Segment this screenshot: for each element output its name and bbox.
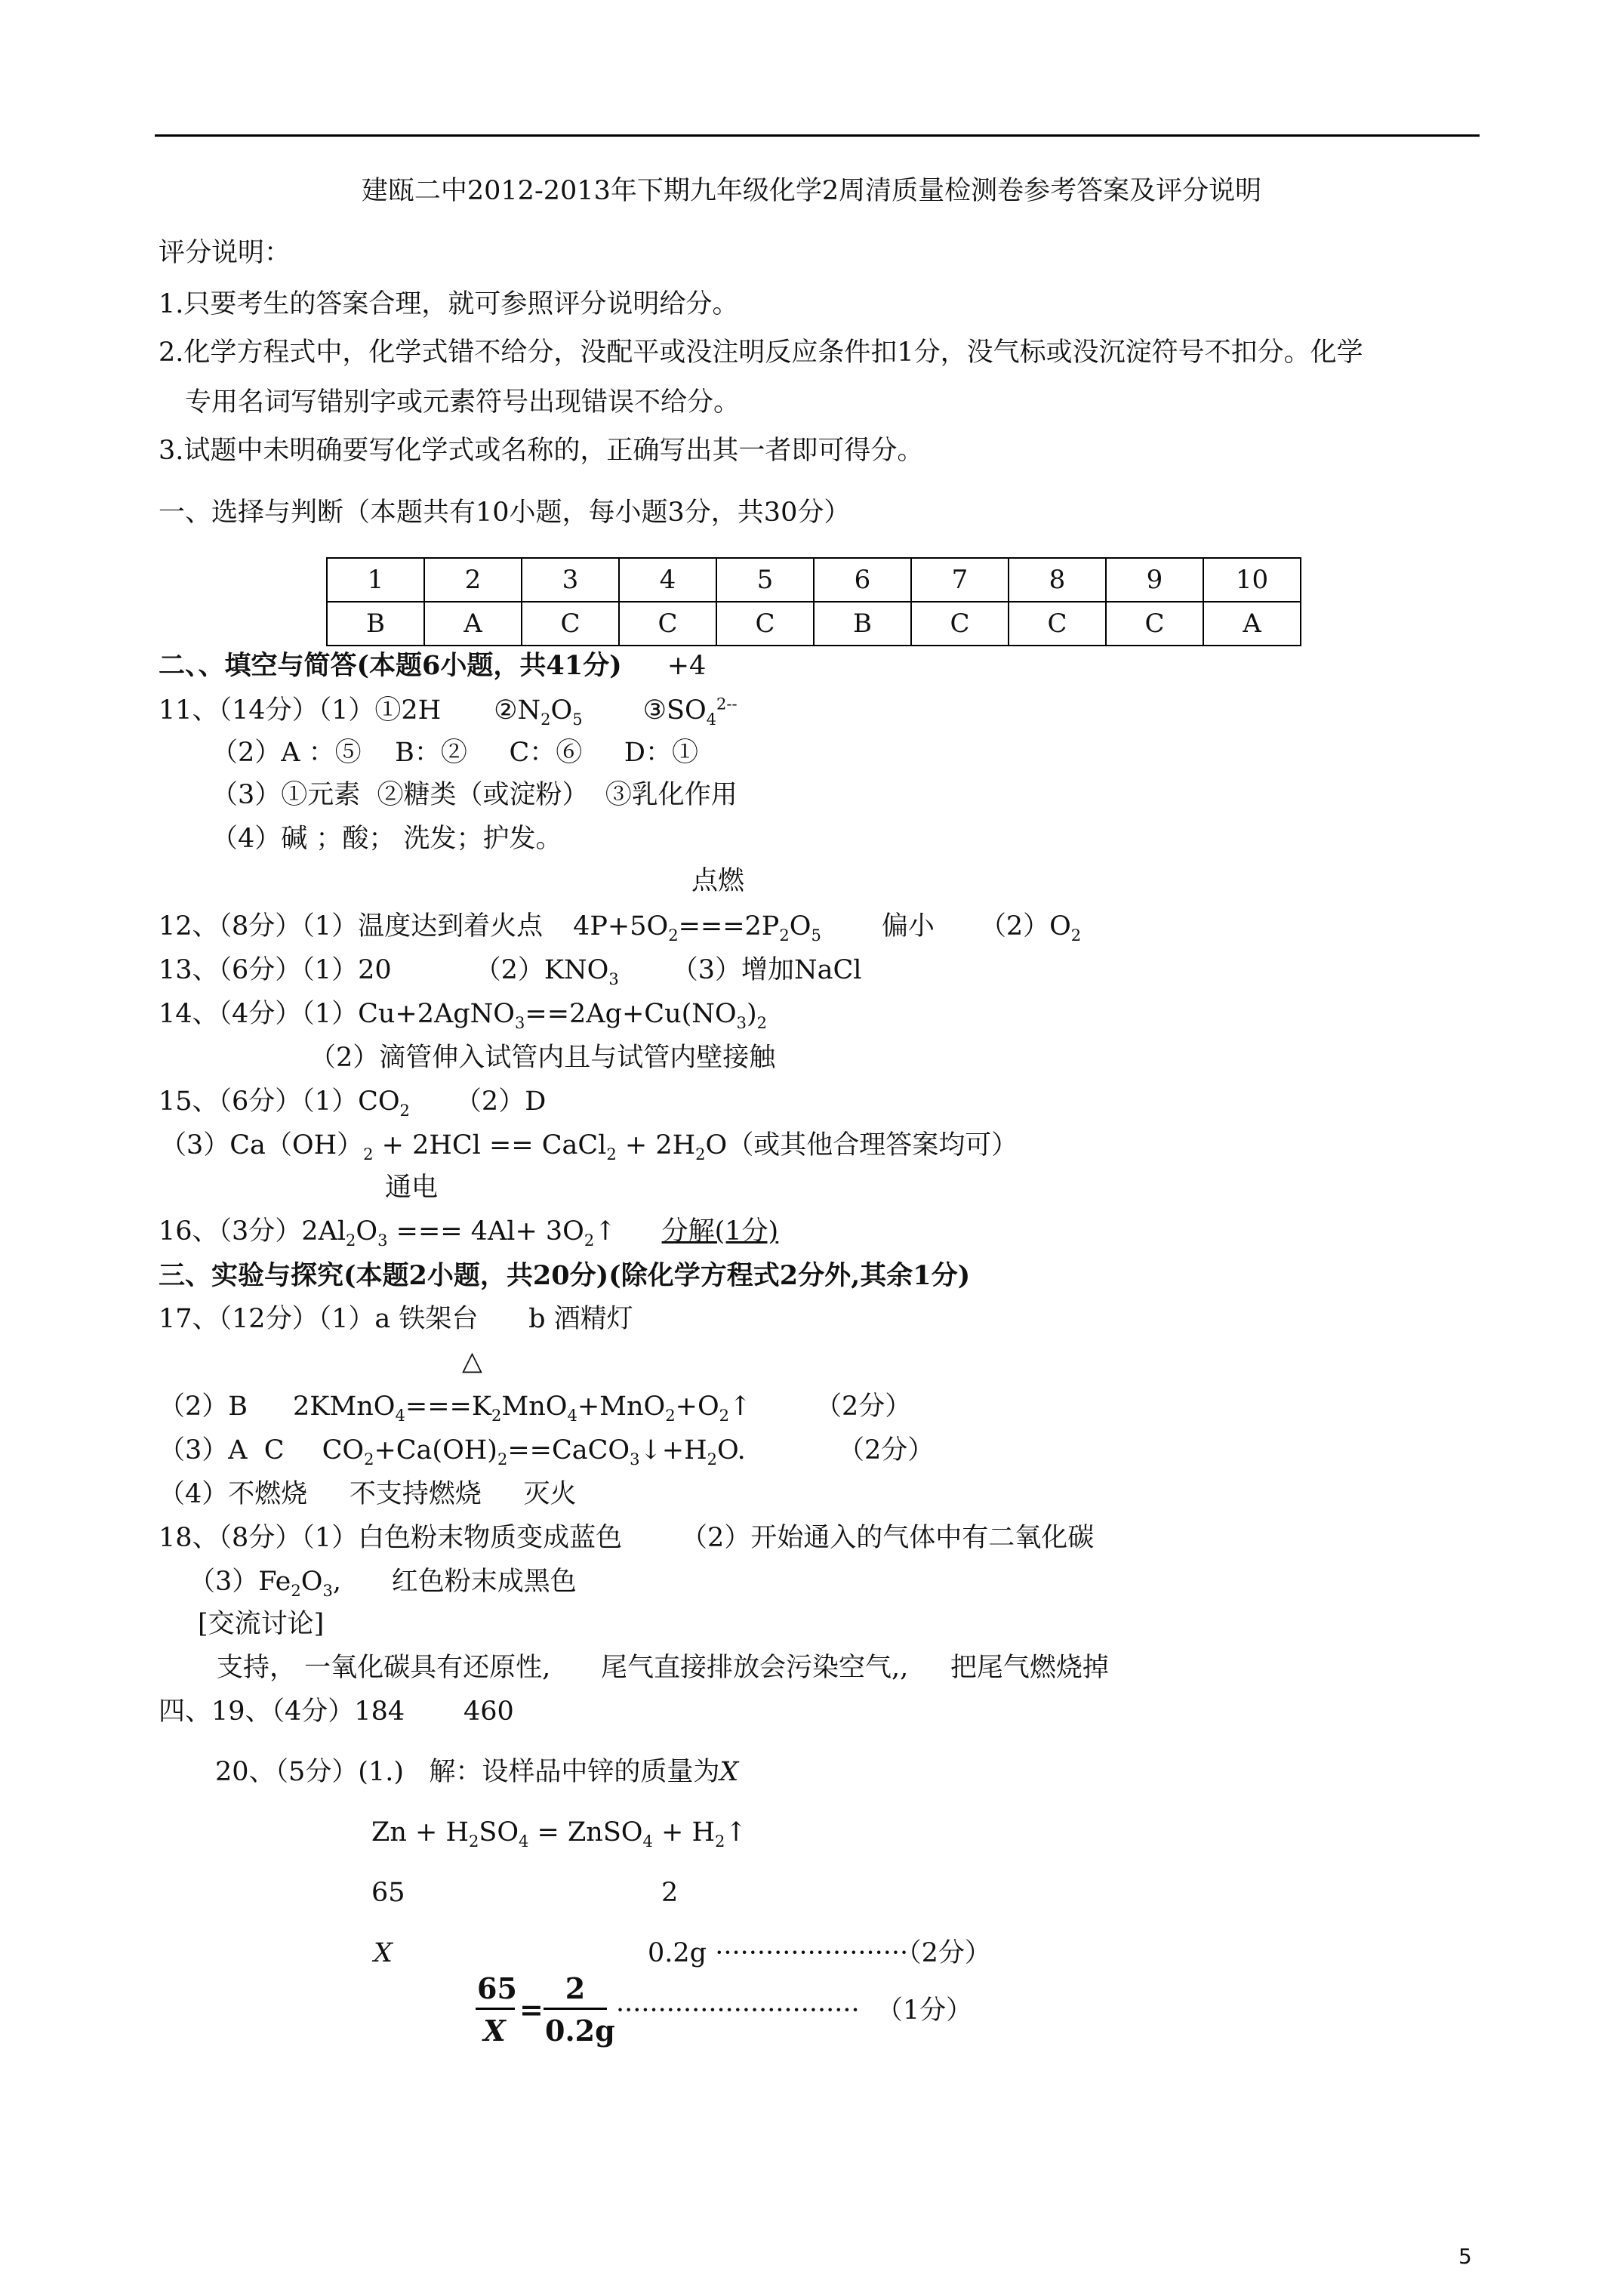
q17-line3: （3）A C $CO_2+Ca(OH)_2==CaCO_3↓+H_2O$. [159,1435,746,1469]
scoring-rule-1: 1.只要考生的答案合理，就可参照评分说明给分。 [159,289,739,319]
table-cell: C [619,602,716,646]
q11-line1: 11、（14分）（1）①2H $②N_2O_5$ $③SO_4^{2--}$ [159,695,738,729]
frac-denominator-2: 0.2g [545,2014,615,2048]
frac-numerator-1: 65 [477,1971,517,2005]
q20-equation: $Zn + H_2SO_4$ = ZnSO$_4$ + $H_2↑$ [371,1817,747,1851]
table-cell: A [1203,602,1301,646]
frac-bar-2 [544,2008,607,2010]
q17-line2: （2）B $2KMnO_4===K_2MnO_4+MnO_2+O_2↑$ [159,1391,752,1425]
frac-bar-1 [476,2008,515,2010]
answer-table-numbers [327,558,1301,602]
table-cell: A [424,602,522,646]
scoring-rule-2a: 2.化学方程式中，化学式错不给分，没配平或没注明反应条件扣1分，没气标或没沉淀符号不扣分。化学 [159,337,1363,368]
q17-score-2: （2分） [838,1435,935,1465]
q12-condition: 点燃 [691,866,745,896]
answer-table [326,557,1301,646]
q19-line: 四、19、（4分）184 460 [159,1697,514,1727]
top-rule [155,134,1480,137]
section2-heading: 二、、填空与简答(本题6小题，共41分) +4 [159,650,707,681]
frac-numerator-2: 2 [565,1971,586,2005]
table-cell: B [327,602,424,646]
table-cell: 4 [619,558,716,602]
frac-dots: ····························· （1分） [616,1996,973,2026]
q16-line: 16、（3分）$2Al_2O_3$ === $4Al+ 3O_2↑$ 分解(1分) [159,1216,779,1250]
q15-line2: $(3)Ca(OH)_2 + 2HCl$ == CaCl$_2$ + $2H_2O$（或其他合理答案均可） [160,1130,1018,1163]
table-cell: 7 [911,558,1009,602]
scoring-heading: 评分说明： [159,238,291,268]
section3-heading: 三、实验与探究(本题2小题，共20分)(除化学方程式2分外,其余1分) [159,1260,971,1291]
q14-line2: （2）滴管伸入试管内且与试管内壁接触 [310,1043,776,1073]
q11-line3: （3）①元素 ②糖类（或淀粉） ③乳化作用 [211,780,738,810]
page-number: 5 [1458,2244,1472,2269]
q20-line1: 20、（5分）(1.) 解：设样品中锌的质量为X [215,1757,739,1787]
table-cell: 9 [1106,558,1203,602]
table-cell: C [1106,602,1203,646]
q15-line1: 15、（6分）$(1)CO_2$ （2）D [159,1086,547,1120]
scoring-rule-2b: 专用名词写错别字或元素符号出现错误不给分。 [185,387,741,418]
q12-line: 12、（8分）（1）温度达到着火点 $4P+5O_2===2P_2O_5$ 偏小 $(2)O_2$ [159,911,1082,945]
table-cell: C [522,602,619,646]
q20-x: X [374,1938,393,1968]
q18-line2: $(3)Fe_2O_3$, 红色粉末成黑色 [189,1567,577,1600]
q18-line1: 18、（8分）（1）白色粉末物质变成蓝色 （2）开始通入的气体中有二氧化碳 [159,1523,1095,1553]
table-cell: 10 [1203,558,1301,602]
table-cell: B [814,602,911,646]
page-title: 建瓯二中2012-2013年下期九年级化学2周清质量检测卷参考答案及评分说明 [361,176,1262,206]
q11-line2: （2）A ：⑤ B：② C：⑥ D：① [211,738,698,768]
q18-discussion: [交流讨论] [198,1609,325,1639]
table-cell: 8 [1009,558,1106,602]
q18-line3: 支持， 一氧化碳具有还原性, 尾气直接排放会污染空气,, 把尾气燃烧掉 [217,1653,1109,1683]
table-cell: C [716,602,814,646]
table-cell: C [1009,602,1106,646]
q17-heat-symbol: △ [462,1346,482,1376]
table-cell: 2 [424,558,522,602]
frac-denominator-1: X [483,2014,506,2048]
table-cell: 1 [327,558,424,602]
table-cell: C [911,602,1009,646]
q17-line1: 17、（12分）（1）a 铁架台 b 酒精灯 [159,1304,633,1334]
q11-line4: （4）碱 ；酸； 洗发；护发。 [211,824,562,854]
q17-line4: （4）不燃烧 不支持燃烧 灭火 [159,1479,577,1509]
table-cell: 5 [716,558,814,602]
q20-mass-zn: 65 [371,1878,405,1908]
q20-mass-h2: 2 [661,1878,679,1908]
scoring-rule-3: 3.试题中未明确要写化学式或名称的，正确写出其一者即可得分。 [159,436,924,466]
table-cell: 3 [522,558,619,602]
q17-score-1: （2分） [815,1391,912,1422]
frac-equals: = [519,1992,544,2026]
q20-given: 0.2g ·······················（2分） [648,1938,991,1968]
q16-condition: 通电 [385,1173,439,1203]
section1-heading: 一、选择与判断（本题共有10小题，每小题3分，共30分） [159,498,851,528]
answer-table-answers [327,602,1301,646]
q14-line1: 14、（4分）$(1)Cu+2AgNO_3==2Ag+Cu(NO_3)_2$ [159,999,768,1032]
q13-line: 13、（6分）（1）20 $(2)KNO_3$ （3）增加NaCl [159,955,862,988]
table-cell: 6 [814,558,911,602]
